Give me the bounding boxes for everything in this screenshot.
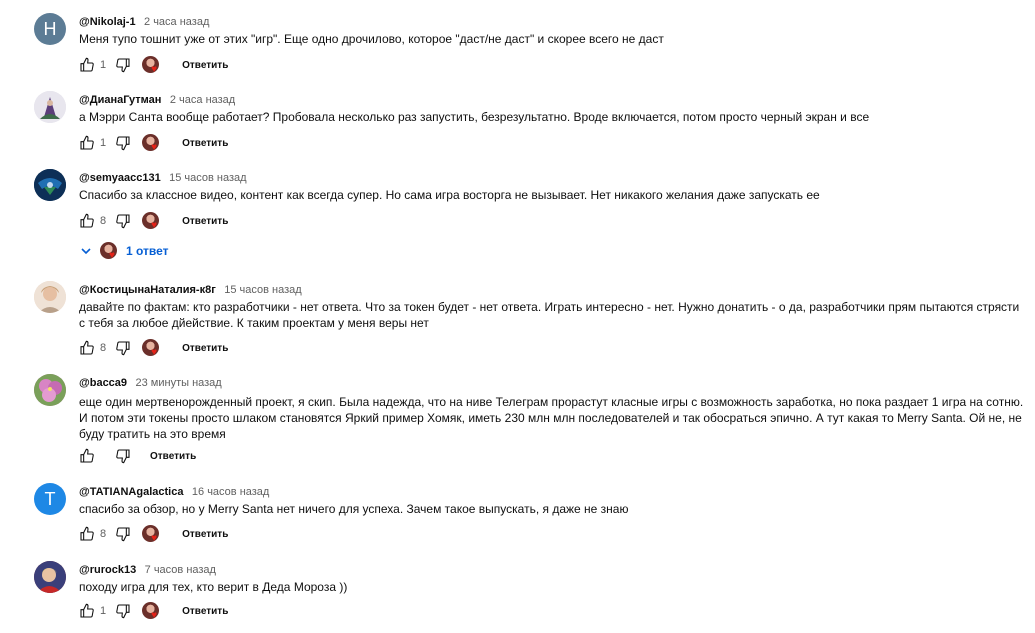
comment-text: давайте по фактам: кто разработчики - нет ответа. Что за токен будет - нет ответа. Играть интересно - нет. Нужно донатить - о да, разработчики прям пытаются стрясти с тебя за любое дйействие. К таким проектам у меня веры нет [79, 300, 1020, 330]
comment-text: Меня тупо тошнит уже от этих "игр". Еще одно дрочилово, которое "даст/не даст" и скорее всего не даст [79, 32, 664, 46]
avatar[interactable] [34, 281, 66, 313]
comment-time[interactable]: 2 часа назад [144, 16, 210, 28]
thumb-down-icon [115, 213, 131, 229]
heart-icon: ♥ [151, 142, 158, 153]
thumb-down-icon [115, 603, 131, 619]
dislike-button[interactable] [112, 132, 134, 154]
like-count: 1 [100, 137, 107, 149]
replies-count-label[interactable]: 1 ответ [126, 244, 169, 258]
comment-time[interactable]: 2 часа назад [169, 94, 236, 106]
heart-icon: ♥ [151, 533, 158, 544]
dislike-button[interactable] [112, 445, 134, 467]
comment-text: Спасибо за классное видео, контент как всегда супер. Но сама игра восторга не вызывает. Нет никакого желания даже запускать ее [79, 188, 820, 202]
like-count: 8 [100, 342, 107, 354]
thumb-up-icon [79, 603, 95, 619]
comment-actions [76, 132, 234, 154]
comment-text: походу игра для тех, кто верит в Деда Мороза )) [79, 580, 348, 594]
comment-actions [76, 337, 234, 359]
like-button[interactable] [76, 337, 98, 359]
creator-heart [140, 132, 162, 154]
creator-heart [140, 337, 162, 359]
comment-actions [76, 54, 234, 76]
comment-author[interactable]: @bacca9 [79, 377, 128, 389]
thumb-down-icon [115, 135, 131, 151]
comment-header [79, 281, 302, 297]
creator-heart [140, 523, 162, 545]
dislike-button[interactable] [112, 54, 134, 76]
comment-header [79, 169, 247, 185]
thumb-down-icon [115, 57, 131, 73]
creator-heart [140, 54, 162, 76]
creator-heart [140, 210, 162, 232]
heart-icon: ♥ [151, 220, 158, 231]
like-button[interactable] [76, 54, 98, 76]
avatar-image [34, 374, 66, 406]
comment-text: еще один мертвенорожденный проект, я скип. Была надежда, что на ниве Телеграм прорастут класные игры с возможность заработка, но пока раздает 1 игра на сотню. И потом эти токены просто шлаком становятся Яркий пример Хомяк, иметь 230 млн млн последователей и так обосраться эпично. А тут какая то Merry Santa. Ой не, не буду тратить на это время [79, 395, 1024, 441]
avatar-image [34, 561, 66, 593]
comment-header [79, 374, 222, 390]
reply-button[interactable]: Ответить [182, 137, 229, 149]
dislike-button[interactable] [112, 337, 134, 359]
comment-header [79, 561, 216, 577]
avatar[interactable] [34, 374, 66, 406]
comment-author[interactable]: @TATIANAgalactica [79, 486, 184, 498]
reply-button[interactable]: Ответить [182, 59, 229, 71]
comment-author[interactable]: @semyaacc131 [79, 172, 161, 184]
reply-button[interactable]: Ответить [182, 528, 229, 540]
like-count: 1 [100, 59, 107, 71]
comment-time[interactable]: 15 часов назад [169, 172, 247, 184]
thumb-up-icon [79, 57, 95, 73]
comment-author[interactable]: @КостицынаНаталия-к8г [79, 284, 216, 296]
heart-icon: ♥ [151, 610, 158, 621]
heart-icon: ♥ [109, 250, 115, 261]
creator-heart [140, 600, 162, 622]
comment-header [79, 91, 235, 107]
comment-time[interactable]: 7 часов назад [144, 564, 216, 576]
comment-time[interactable]: 15 часов назад [224, 284, 302, 296]
comment-text: спасибо за обзор, но у Merry Santa нет ничего для успеха. Зачем такое выпускать, я даже не знаю [79, 502, 629, 516]
avatar[interactable] [34, 561, 66, 593]
thumb-up-icon [79, 448, 95, 464]
like-button[interactable] [76, 210, 98, 232]
avatar-image [34, 91, 66, 123]
comment-actions [76, 445, 202, 467]
avatar-letter: T [44, 488, 56, 509]
dislike-button[interactable] [112, 210, 134, 232]
creator-reply-avatar [98, 240, 120, 262]
like-button[interactable] [76, 523, 98, 545]
avatar[interactable] [34, 169, 66, 201]
avatar-image [34, 281, 66, 313]
like-button[interactable] [76, 132, 98, 154]
comment-actions [76, 600, 234, 622]
comment-author[interactable]: @rurock13 [79, 564, 137, 576]
dislike-button[interactable] [112, 523, 134, 545]
avatar-letter: H [43, 18, 57, 39]
reply-button[interactable]: Ответить [182, 215, 229, 227]
chevron-down-icon [80, 245, 92, 257]
comment-time[interactable]: 16 часов назад [191, 486, 270, 498]
comment-author[interactable]: @Nikolaj-1 [79, 16, 136, 28]
heart-icon: ♥ [151, 347, 158, 358]
dislike-button[interactable] [112, 600, 134, 622]
thumb-down-icon [115, 448, 131, 464]
thumb-up-icon [79, 213, 95, 229]
avatar[interactable] [34, 13, 66, 45]
comment-header [79, 483, 269, 499]
like-button[interactable] [76, 600, 98, 622]
comment-actions [76, 523, 234, 545]
reply-button[interactable]: Ответить [182, 342, 229, 354]
avatar[interactable] [34, 483, 66, 515]
comment-text: а Мэрри Санта вообще работает? Пробовала несколько раз запустить, безрезультатно. Вроде включается, потом просто черный экран и все [79, 110, 870, 124]
thumb-down-icon [115, 340, 131, 356]
comment-header [79, 13, 209, 29]
thumb-down-icon [115, 526, 131, 542]
thumb-up-icon [79, 526, 95, 542]
avatar-image [34, 169, 66, 201]
heart-icon: ♥ [151, 64, 158, 75]
like-count: 1 [100, 605, 107, 617]
comment-time[interactable]: 23 минуты назад [135, 377, 222, 389]
reply-button[interactable]: Ответить [182, 605, 229, 617]
thumb-up-icon [79, 340, 95, 356]
like-button[interactable] [76, 445, 98, 467]
like-count: 8 [100, 215, 107, 227]
replies-toggle[interactable] [80, 240, 169, 262]
comment-author[interactable]: @ДианаГутман [79, 94, 162, 106]
thumb-up-icon [79, 135, 95, 151]
comment-actions [76, 210, 234, 232]
like-count: 8 [100, 528, 107, 540]
avatar[interactable] [34, 91, 66, 123]
reply-button[interactable]: Ответить [150, 450, 197, 462]
